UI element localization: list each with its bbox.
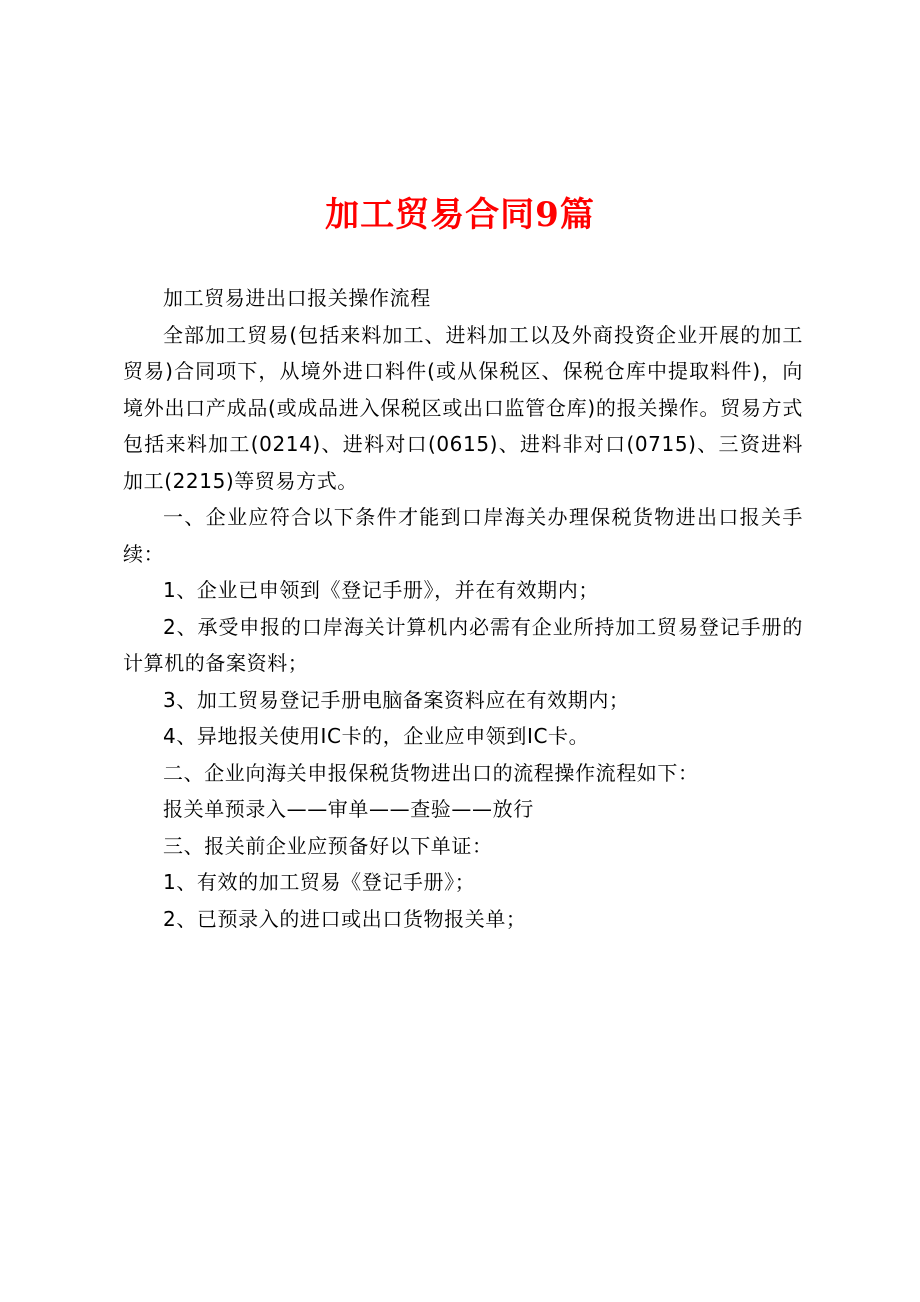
paragraph-section-3: 三、报关前企业应预备好以下单证： bbox=[163, 833, 493, 858]
paragraph-section-1: 一、企业应符合以下条件才能到口岸海关办理保税货物进出口报关手续： bbox=[123, 505, 803, 566]
document-body bbox=[123, 280, 803, 937]
paragraph-section-2: 二、企业向海关申报保税货物进出口的流程操作流程如下： bbox=[163, 760, 699, 785]
paragraph-item-1-3: 3、加工贸易登记手册电脑备案资料应在有效期内； bbox=[163, 687, 630, 712]
paragraph-intro: 全部加工贸易(包括来料加工、进料加工以及外商投资企业开展的加工贸易)合同项下，从境外进口料件(或从保税区、保税仓库中提取料件)，向境外出口产成品(或成品进入保税区或出口监管仓库)的报关操作。贸易方式包括来料加工(0214)、进料对口(0615)、进料非对口(0715)、三资进料加工(2215)等贸易方式。 bbox=[123, 322, 803, 493]
paragraph-item-1-4: 4、异地报关使用IC卡的，企业应申领到IC卡。 bbox=[163, 724, 590, 748]
document-title: 加工贸易合同9篇 bbox=[325, 195, 595, 235]
paragraph-item-1-1: 1、企业已申领到《登记手册》，并在有效期内； bbox=[163, 578, 599, 602]
paragraph-item-3-2: 2、已预录入的进口或出口货物报关单； bbox=[163, 906, 527, 931]
paragraph-flow: 报关单预录入——审单——查验——放行 bbox=[163, 797, 534, 821]
paragraph-item-3-1: 1、有效的加工贸易《登记手册》； bbox=[163, 870, 476, 894]
paragraph-item-1-2: 2、承受申报的口岸海关计算机内必需有企业所持加工贸易登记手册的计算机的备案资料； bbox=[123, 614, 803, 675]
paragraph-heading: 加工贸易进出口报关操作流程 bbox=[163, 286, 431, 310]
